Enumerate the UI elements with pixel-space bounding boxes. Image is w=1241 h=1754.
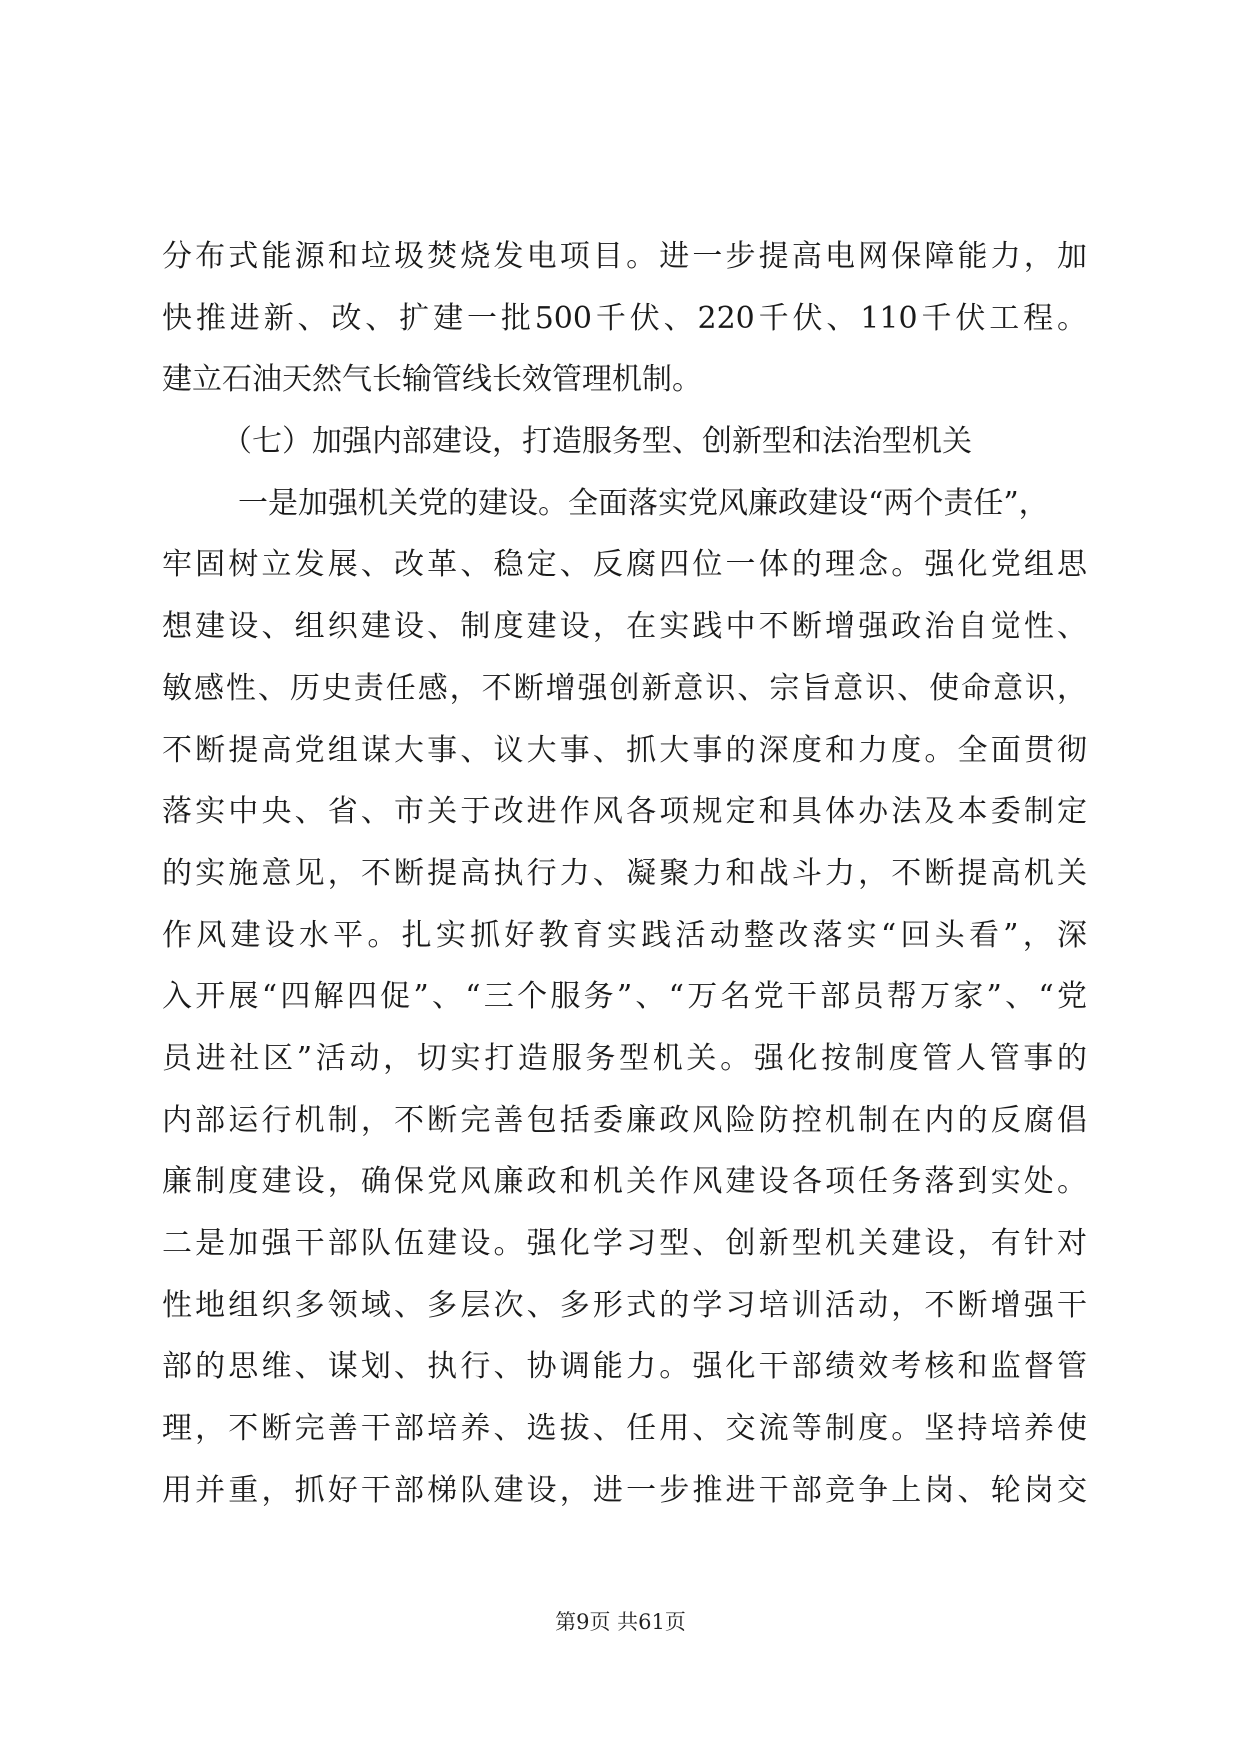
text-line: 的实施意见，不断提高执行力、凝聚力和战斗力，不断提高机关: [162, 855, 1087, 891]
text-line: 一是加强机关党的建设。全面落实党风廉政建设“两个责任”，: [238, 485, 1049, 521]
text-line: 廉制度建设，确保党风廉政和机关作风建设各项任务落到实处。: [162, 1164, 1087, 1200]
text-line: 部的思维、谋划、执行、协调能力。强化干部绩效考核和监督管: [162, 1349, 1087, 1385]
page-number: 第9页 共61页: [555, 1610, 686, 1634]
body-text: [162, 226, 1087, 1521]
text-line: 用并重，抓好干部梯队建设，进一步推进干部竞争上岗、轮岗交: [162, 1472, 1087, 1508]
text-line: 入开展“四解四促”、“三个服务”、“万名党干部员帮万家”、“党: [162, 979, 1087, 1015]
text-line: 作风建设水平。扎实抓好教育实践活动整改落实“回头看”，深: [162, 917, 1087, 953]
text-line: 不断提高党组谋大事、议大事、抓大事的深度和力度。全面贯彻: [162, 732, 1087, 768]
text-line: 理，不断完善干部培养、选拔、任用、交流等制度。坚持培养使: [162, 1411, 1087, 1447]
text-line: 性地组织多领域、多层次、多形式的学习培训活动，不断增强干: [162, 1287, 1087, 1323]
text-line: 快推进新、改、扩建一批500千伏、220千伏、110千伏工程。: [162, 300, 1087, 336]
text-line: 员进社区”活动，切实打造服务型机关。强化按制度管人管事的: [162, 1040, 1087, 1076]
page-footer: [0, 1607, 1241, 1637]
text-line: 建立石油天然气长输管线长效管理机制。: [162, 362, 702, 398]
section-heading: （七）加强内部建设，打造服务型、创新型和法治型机关: [222, 424, 972, 460]
text-line: 想建设、组织建设、制度建设，在实践中不断增强政治自觉性、: [162, 609, 1087, 645]
text-line: 敏感性、历史责任感，不断增强创新意识、宗旨意识、使命意识，: [162, 670, 1087, 706]
text-line: 分布式能源和垃圾焚烧发电项目。进一步提高电网保障能力，加: [162, 239, 1087, 274]
text-line: 内部运行机制，不断完善包括委廉政风险防控机制在内的反腐倡: [162, 1102, 1087, 1138]
text-line: 二是加强干部队伍建设。强化学习型、创新型机关建设，有针对: [162, 1226, 1087, 1261]
text-line: 落实中央、省、市关于改进作风各项规定和具体办法及本委制定: [162, 794, 1087, 830]
text-line: 牢固树立发展、改革、稳定、反腐四位一体的理念。强化党组思: [162, 547, 1087, 583]
